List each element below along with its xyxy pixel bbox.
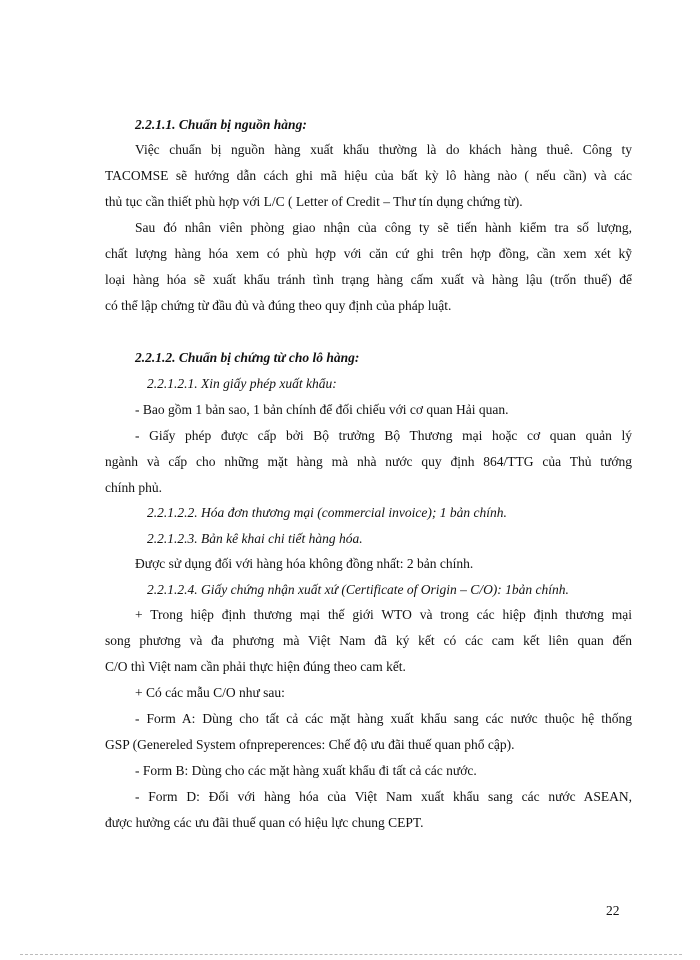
subsection-heading-2-2-1-2-3: 2.2.1.2.3. Bản kê khai chi tiết hàng hóa. (147, 531, 363, 546)
paragraph-line: Việc chuẩn bị nguồn hàng xuất khẩu thường là do khách hàng thuê. Công ty (135, 142, 632, 157)
paragraph-line: Được sử dụng đối với hàng hóa không đồng nhất: 2 bản chính. (135, 556, 474, 571)
paragraph-line: song phương và đa phương mà Việt Nam đã ký kết có các cam kết liên quan đến (105, 633, 632, 648)
paragraph-line: có thể lập chứng từ đầu đủ và đúng theo quy định của pháp luật. (105, 298, 452, 313)
paragraph-line: - Form A: Dùng cho tất cả các mặt hàng xuất khẩu sang các nước thuộc hệ thống (135, 711, 632, 726)
page-bottom-divider (20, 954, 682, 955)
paragraph-line: + Trong hiệp định thương mại thế giới WTO và trong các hiệp định thương mại (135, 607, 632, 622)
paragraph-line: Sau đó nhân viên phòng giao nhận của công ty sẽ tiến hành kiểm tra số lượng, (135, 220, 632, 235)
subsection-heading-2-2-1-2-1: 2.2.1.2.1. Xin giấy phép xuất khẩu: (147, 376, 337, 391)
paragraph-line: - Bao gồm 1 bản sao, 1 bản chính để đối chiếu với cơ quan Hải quan. (135, 402, 509, 417)
subsection-heading-2-2-1-2-4: 2.2.1.2.4. Giấy chứng nhận xuất xứ (Certificate of Origin – C/O): 1bản chính. (147, 582, 569, 597)
subsection-heading-2-2-1-2-2: 2.2.1.2.2. Hóa đơn thương mại (commercial invoice); 1 bản chính. (147, 505, 507, 520)
paragraph-line: loại hàng hóa sẽ xuất khẩu tránh tình trạng hàng cấm xuất và hàng lậu (trốn thuế) để (105, 272, 632, 287)
paragraph-line: + Có các mẫu C/O như sau: (135, 685, 285, 700)
section-heading-2-2-1-1: 2.2.1.1. Chuẩn bị nguồn hàng: (135, 117, 307, 132)
paragraph-line: - Giấy phép được cấp bởi Bộ trưởng Bộ Thương mại hoặc cơ quan quản lý (135, 428, 632, 443)
paragraph-line: - Form B: Dùng cho các mặt hàng xuất khẩu đi tất cả các nước. (135, 763, 477, 778)
paragraph-line: - Form D: Đối với hàng hóa của Việt Nam xuất khẩu sang các nước ASEAN, (135, 789, 632, 804)
paragraph-line: chất lượng hàng hóa xem có phù hợp với căn cứ ghi trên hợp đồng, cần xem xét kỹ (105, 246, 632, 261)
page-number: 22 (606, 903, 620, 918)
section-heading-2-2-1-2: 2.2.1.2. Chuẩn bị chứng từ cho lô hàng: (135, 350, 360, 365)
paragraph-line: ngành và cấp cho những mặt hàng mà nhà nước quy định 864/TTG của Thủ tướng (105, 454, 632, 469)
paragraph-line: TACOMSE sẽ hướng dẫn cách ghi mã hiệu của bất kỳ lô hàng nào ( nếu cần) và các (105, 168, 632, 183)
paragraph-line: GSP (Genereled System ofnpreperences: Chế độ ưu đãi thuế quan phổ cập). (105, 737, 515, 752)
paragraph-line: chính phủ. (105, 480, 162, 495)
paragraph-line: thủ tục cần thiết phù hợp với L/C ( Letter of Credit – Thư tín dụng chứng từ). (105, 194, 523, 209)
paragraph-line: được hưởng các ưu đãi thuế quan có hiệu lực chung CEPT. (105, 815, 424, 830)
paragraph-line: C/O thì Việt nam cần phải thực hiện đúng theo cam kết. (105, 659, 406, 674)
